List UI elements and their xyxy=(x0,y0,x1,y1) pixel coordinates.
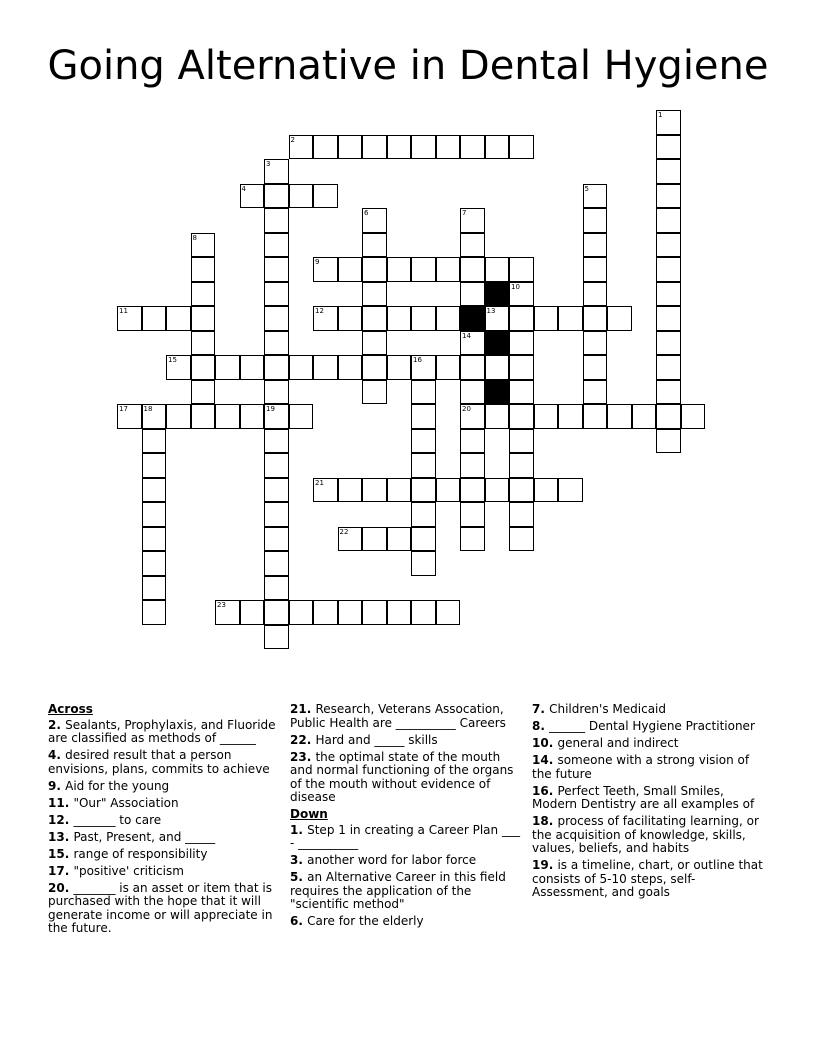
crossword-cell[interactable] xyxy=(460,404,485,429)
cell-number: 2 xyxy=(290,135,295,144)
cell-number: 20 xyxy=(462,405,471,413)
crossword-cell[interactable] xyxy=(411,429,436,454)
crossword-cell[interactable] xyxy=(313,257,338,282)
clue-text: desired result that a person envisions, plans, commits to achieve xyxy=(48,748,270,776)
cell-number: 14 xyxy=(462,331,471,340)
clue-text: "positive' criticism xyxy=(73,863,184,878)
crossword-cell[interactable] xyxy=(583,184,608,209)
down-clue: 5. an Alternative Career in this field requires the application of the "scientific method" xyxy=(290,870,506,911)
clue-text: Aid for the young xyxy=(65,778,170,793)
clues-column-3 xyxy=(532,703,768,903)
crossword-cell[interactable] xyxy=(191,380,216,405)
crossword-cell[interactable] xyxy=(509,429,534,454)
cell-number: 10 xyxy=(511,282,520,291)
clue-text: range of responsibility xyxy=(73,846,208,861)
across-clue: 2. Sealants, Prophylaxis, and Fluoride are classified as methods of ______ xyxy=(48,717,276,745)
crossword-cell[interactable] xyxy=(264,404,289,429)
crossword-cell[interactable] xyxy=(289,600,314,625)
down-clue: 6. Care for the elderly xyxy=(290,914,424,928)
crossword-cell[interactable] xyxy=(289,184,314,209)
crossword-cell[interactable] xyxy=(411,478,436,503)
cell-number: 19 xyxy=(266,405,275,413)
clue-number: 18 xyxy=(532,814,549,828)
cell-number: 4 xyxy=(241,184,246,193)
crossword-cell[interactable] xyxy=(460,478,485,503)
clue-number: 17 xyxy=(48,863,65,878)
clue-number: 3 xyxy=(290,853,299,867)
across-clue: 22. Hard and _____ skills xyxy=(290,732,438,747)
crossword-cell[interactable] xyxy=(509,355,534,380)
clue-text: Care for the elderly xyxy=(307,914,424,928)
clue-number: 19 xyxy=(532,858,549,872)
crossword-cell[interactable] xyxy=(338,257,363,282)
clue-number: 4 xyxy=(48,748,57,762)
cell-number: 12 xyxy=(315,307,324,315)
crossword-cell[interactable] xyxy=(411,502,436,527)
clue-text: _______ to care xyxy=(73,812,162,827)
crossword-cell[interactable] xyxy=(362,478,387,503)
clue-text: Children's Medicaid xyxy=(549,702,666,716)
clue-number: 16 xyxy=(532,783,549,798)
puzzle-title: Going Alternative in Dental Hygiene xyxy=(47,43,769,89)
crossword-cell[interactable] xyxy=(264,429,289,454)
crossword-cell[interactable] xyxy=(362,527,387,552)
crossword-cell[interactable] xyxy=(166,355,191,380)
clue-text: process of facilitating learning, or the acquisition of knowledge, skills, values, beliefs, and habits xyxy=(532,814,759,855)
clue-text: Past, Present, and _____ xyxy=(73,829,216,844)
crossword-cell[interactable] xyxy=(583,257,608,282)
crossword-cell[interactable] xyxy=(460,429,485,454)
crossword-cell[interactable] xyxy=(264,257,289,282)
down-clue: 3. another word for labor force xyxy=(290,853,477,867)
crossword-cell[interactable] xyxy=(656,135,681,160)
crossword-cell[interactable] xyxy=(191,233,216,258)
crossword-cell[interactable] xyxy=(387,478,412,503)
crossword-cell[interactable] xyxy=(338,600,363,625)
across-heading: Across xyxy=(48,702,93,716)
crossword-cell[interactable] xyxy=(411,600,436,625)
crossword-cell[interactable] xyxy=(191,306,216,331)
crossword-cell[interactable] xyxy=(338,306,363,331)
down-clue: 1. Step 1 in creating a Career Plan ___ - __________ xyxy=(290,822,520,850)
clue-number: 5 xyxy=(290,870,299,884)
crossword-cell[interactable] xyxy=(142,404,167,429)
crossword-cell[interactable] xyxy=(142,551,167,576)
cell-number: 22 xyxy=(339,527,349,536)
cell-number: 21 xyxy=(315,478,324,487)
crossword-cell[interactable] xyxy=(117,306,142,331)
crossword-cell[interactable] xyxy=(240,184,265,209)
across-clue: 13. Past, Present, and _____ xyxy=(48,829,216,844)
crossword-cell[interactable] xyxy=(411,257,436,282)
across-clue: 20. _______ is an asset or item that is purchased with the hope that it will generate income or will appreciate in the future. xyxy=(48,880,273,935)
crossword-cell[interactable] xyxy=(289,135,314,160)
crossword-cell[interactable] xyxy=(362,282,387,307)
crossword-cell[interactable] xyxy=(460,502,485,527)
crossword-cell[interactable] xyxy=(583,355,608,380)
crossword-cell[interactable] xyxy=(191,404,216,429)
crossword-cell[interactable] xyxy=(460,527,485,552)
crossword-cell[interactable] xyxy=(191,331,216,356)
crossword-cell[interactable] xyxy=(142,502,167,527)
crossword-cell[interactable] xyxy=(117,404,142,429)
clue-text: the optimal state of the mouth and normal functioning of the organs of the mouth without evidence of disease xyxy=(290,749,514,804)
crossword-block xyxy=(485,282,510,307)
crossword-cell[interactable] xyxy=(362,208,387,233)
across-clue: 11. "Our" Association xyxy=(48,795,179,810)
crossword-cell[interactable] xyxy=(411,306,436,331)
crossword-cell[interactable] xyxy=(191,257,216,282)
clue-text: "Our" Association xyxy=(73,795,179,810)
crossword-block xyxy=(460,306,485,331)
clue-number: 13 xyxy=(48,829,65,844)
crossword-cell[interactable] xyxy=(338,355,363,380)
clue-text: Research, Veterans Assocation, Public Health are __________ Careers xyxy=(290,702,506,730)
cell-number: 9 xyxy=(315,258,320,266)
across-clue: 12. _______ to care xyxy=(48,812,162,827)
clue-number: 8 xyxy=(532,719,541,733)
crossword-cell[interactable] xyxy=(411,380,436,405)
crossword-cell[interactable] xyxy=(485,355,510,380)
crossword-cell[interactable] xyxy=(583,380,608,405)
crossword-cell[interactable] xyxy=(313,306,338,331)
crossword-cell[interactable] xyxy=(289,355,314,380)
crossword-block xyxy=(485,331,510,356)
crossword-cell[interactable] xyxy=(142,306,167,331)
crossword-cell[interactable] xyxy=(362,135,387,160)
clue-text: another word for labor force xyxy=(307,853,477,867)
clue-number: 6 xyxy=(290,914,299,928)
clue-number: 21 xyxy=(290,702,307,716)
crossword-cell[interactable] xyxy=(264,380,289,405)
crossword-cell[interactable] xyxy=(264,453,289,478)
crossword-cell[interactable] xyxy=(411,135,436,160)
crossword-cell[interactable] xyxy=(264,208,289,233)
crossword-cell[interactable] xyxy=(411,355,436,380)
crossword-cell[interactable] xyxy=(460,355,485,380)
crossword-cell[interactable] xyxy=(387,527,412,552)
crossword-cell[interactable] xyxy=(264,551,289,576)
crossword-cell[interactable] xyxy=(142,478,167,503)
crossword-cell[interactable] xyxy=(460,331,485,356)
crossword-cell[interactable] xyxy=(583,233,608,258)
crossword-cell[interactable] xyxy=(411,404,436,429)
crossword-cell[interactable] xyxy=(583,331,608,356)
clue-text: someone with a strong vision of the future xyxy=(532,753,750,781)
crossword-cell[interactable] xyxy=(656,110,681,135)
clue-number: 7 xyxy=(532,702,541,716)
crossword-cell[interactable] xyxy=(362,233,387,258)
crossword-cell[interactable] xyxy=(166,404,191,429)
crossword-cell[interactable] xyxy=(656,208,681,233)
crossword-cell[interactable] xyxy=(656,355,681,380)
crossword-cell[interactable] xyxy=(436,257,461,282)
crossword-cell[interactable] xyxy=(656,331,681,356)
crossword-cell[interactable] xyxy=(411,551,436,576)
cell-number: 16 xyxy=(413,356,422,364)
crossword-cell[interactable] xyxy=(362,380,387,405)
crossword-cell[interactable] xyxy=(264,576,289,601)
crossword-cell[interactable] xyxy=(607,306,632,331)
crossword-cell[interactable] xyxy=(656,404,681,429)
clue-number: 9 xyxy=(48,778,57,793)
across-clue: 15. range of responsibility xyxy=(48,846,208,861)
across-clue: 9. Aid for the young xyxy=(48,778,170,793)
cell-number: 18 xyxy=(143,405,153,413)
crossword-cell[interactable] xyxy=(509,478,534,503)
clue-text: Perfect Teeth, Small Smiles, Modern Dentistry are all examples of xyxy=(532,783,755,811)
crossword-cell[interactable] xyxy=(485,478,510,503)
crossword-cell[interactable] xyxy=(313,135,338,160)
down-heading: Down xyxy=(290,807,328,821)
crossword-cell[interactable] xyxy=(142,453,167,478)
clue-text: Sealants, Prophylaxis, and Fluoride are classified as methods of ______ xyxy=(48,717,276,745)
crossword-cell[interactable] xyxy=(264,355,289,380)
clue-text: _______ is an asset or item that is purchased with the hope that it will generate income or will appreciate in the future. xyxy=(48,880,273,935)
clues-column-1 xyxy=(48,703,284,939)
crossword-cell[interactable] xyxy=(264,306,289,331)
crossword-cell[interactable] xyxy=(534,306,559,331)
cell-number: 8 xyxy=(192,233,197,242)
crossword-cell[interactable] xyxy=(558,404,583,429)
crossword-cell[interactable] xyxy=(460,453,485,478)
crossword-cell[interactable] xyxy=(460,257,485,282)
crossword-cell[interactable] xyxy=(362,257,387,282)
cell-number: 15 xyxy=(168,356,177,364)
clue-number: 10 xyxy=(532,736,549,750)
crossword-cell[interactable] xyxy=(264,478,289,503)
crossword-cell[interactable] xyxy=(264,184,289,209)
cell-number: 17 xyxy=(119,405,128,413)
crossword-cell[interactable] xyxy=(583,404,608,429)
crossword-cell[interactable] xyxy=(509,453,534,478)
clue-number: 12 xyxy=(48,812,65,827)
crossword-cell[interactable] xyxy=(485,404,510,429)
crossword-cell[interactable] xyxy=(264,502,289,527)
crossword-cell[interactable] xyxy=(338,135,363,160)
crossword-cell[interactable] xyxy=(583,306,608,331)
across-clue: 4. desired result that a person envisions, plans, commits to achieve xyxy=(48,748,270,776)
crossword-cell[interactable] xyxy=(509,380,534,405)
crossword-cell[interactable] xyxy=(436,478,461,503)
clue-number: 15 xyxy=(48,846,65,861)
crossword-cell[interactable] xyxy=(656,306,681,331)
crossword-cell[interactable] xyxy=(681,404,706,429)
crossword-cell[interactable] xyxy=(460,233,485,258)
crossword-cell[interactable] xyxy=(656,429,681,454)
down-clue: 7. Children's Medicaid xyxy=(532,702,666,716)
crossword-cell[interactable] xyxy=(534,404,559,429)
crossword-cell[interactable] xyxy=(362,600,387,625)
crossword-cell[interactable] xyxy=(509,527,534,552)
crossword-cell[interactable] xyxy=(509,306,534,331)
crossword-cell[interactable] xyxy=(656,282,681,307)
down-clue: 10. general and indirect xyxy=(532,736,679,750)
crossword-cell[interactable] xyxy=(656,233,681,258)
cell-number: 13 xyxy=(486,307,496,315)
crossword-cell[interactable] xyxy=(607,404,632,429)
crossword-cell[interactable] xyxy=(362,306,387,331)
down-clue: 8. ______ Dental Hygiene Practitioner xyxy=(532,719,755,733)
crossword-cell[interactable] xyxy=(509,135,534,160)
crossword-cell[interactable] xyxy=(558,478,583,503)
crossword-cell[interactable] xyxy=(215,600,240,625)
crossword-cell[interactable] xyxy=(191,282,216,307)
crossword-cell[interactable] xyxy=(142,576,167,601)
cell-number: 5 xyxy=(584,184,589,193)
crossword-cell[interactable] xyxy=(215,404,240,429)
crossword-cell[interactable] xyxy=(387,600,412,625)
crossword-cell[interactable] xyxy=(264,233,289,258)
crossword-cell[interactable] xyxy=(387,135,412,160)
clues-column-2 xyxy=(290,703,526,932)
crossword-cell[interactable] xyxy=(362,331,387,356)
clue-number: 22 xyxy=(290,732,307,747)
crossword-cell[interactable] xyxy=(166,306,191,331)
clue-text: ______ Dental Hygiene Practitioner xyxy=(549,719,755,733)
cell-number: 23 xyxy=(217,601,226,609)
crossword-cell[interactable] xyxy=(485,257,510,282)
crossword-cell[interactable] xyxy=(191,355,216,380)
clue-text: Hard and _____ skills xyxy=(315,732,438,747)
crossword-cell[interactable] xyxy=(485,306,510,331)
clue-text: an Alternative Career in this field requires the application of the "scientific method" xyxy=(290,870,506,911)
crossword-cell[interactable] xyxy=(509,404,534,429)
cell-number: 1 xyxy=(658,111,663,119)
clue-number: 23 xyxy=(290,749,307,764)
down-clue: 14. someone with a strong vision of the future xyxy=(532,753,750,781)
crossword-cell[interactable] xyxy=(387,355,412,380)
crossword-cell[interactable] xyxy=(362,355,387,380)
crossword-cell[interactable] xyxy=(264,282,289,307)
crossword-cell[interactable] xyxy=(632,404,657,429)
crossword-cell[interactable] xyxy=(240,355,265,380)
crossword-cell[interactable] xyxy=(313,355,338,380)
crossword-cell[interactable] xyxy=(436,306,461,331)
clue-text: general and indirect xyxy=(557,736,679,750)
crossword-cell[interactable] xyxy=(656,257,681,282)
crossword-cell[interactable] xyxy=(313,184,338,209)
clue-number: 20 xyxy=(48,880,65,895)
clue-number: 2 xyxy=(48,717,57,732)
crossword-cell[interactable] xyxy=(313,600,338,625)
crossword-cell[interactable] xyxy=(509,331,534,356)
cell-number: 6 xyxy=(364,209,369,217)
down-clue: 18. process of facilitating learning, or the acquisition of knowledge, skills, values, beliefs, and habits xyxy=(532,814,759,855)
clue-number: 11 xyxy=(48,795,65,810)
across-clue: 23. the optimal state of the mouth and normal functioning of the organs of the mouth without evidence of disease xyxy=(290,749,514,804)
down-clue: 16. Perfect Teeth, Small Smiles, Modern Dentistry are all examples of xyxy=(532,783,755,811)
crossword-cell[interactable] xyxy=(656,380,681,405)
crossword-cell[interactable] xyxy=(240,404,265,429)
crossword-cell[interactable] xyxy=(142,429,167,454)
clue-number: 14 xyxy=(532,753,549,767)
crossword-cell[interactable] xyxy=(142,600,167,625)
cell-number: 11 xyxy=(119,307,128,315)
crossword-cell[interactable] xyxy=(558,306,583,331)
cell-number: 3 xyxy=(266,160,271,168)
crossword-cell[interactable] xyxy=(387,306,412,331)
across-clue: 21. Research, Veterans Assocation, Public Health are __________ Careers xyxy=(290,702,506,730)
crossword-cell[interactable] xyxy=(485,135,510,160)
crossword-cell[interactable] xyxy=(656,159,681,184)
crossword-cell[interactable] xyxy=(460,135,485,160)
crossword-cell[interactable] xyxy=(436,600,461,625)
crossword-cell[interactable] xyxy=(583,282,608,307)
crossword-cell[interactable] xyxy=(411,527,436,552)
crossword-cell[interactable] xyxy=(264,527,289,552)
crossword-cell[interactable] xyxy=(509,502,534,527)
crossword-cell[interactable] xyxy=(240,600,265,625)
crossword-cell[interactable] xyxy=(264,600,289,625)
crossword-cell[interactable] xyxy=(460,208,485,233)
clue-text: is a timeline, chart, or outline that consists of 5-10 steps, self-Assessment, and goals xyxy=(532,858,763,899)
crossword-cell[interactable] xyxy=(264,331,289,356)
crossword-cell[interactable] xyxy=(264,625,289,650)
crossword-block xyxy=(485,380,510,405)
crossword-cell[interactable] xyxy=(436,355,461,380)
crossword-cell[interactable] xyxy=(264,159,289,184)
crossword-cell[interactable] xyxy=(583,208,608,233)
clue-text: Step 1 in creating a Career Plan ___ - __________ xyxy=(290,822,520,850)
crossword-cell[interactable] xyxy=(656,184,681,209)
crossword-cell[interactable] xyxy=(534,478,559,503)
cell-number: 7 xyxy=(462,209,467,217)
crossword-cell[interactable] xyxy=(436,135,461,160)
crossword-cell[interactable] xyxy=(289,404,314,429)
across-clue: 17. "positive' criticism xyxy=(48,863,184,878)
clue-number: 1 xyxy=(290,822,299,837)
crossword-cell[interactable] xyxy=(142,527,167,552)
down-clue: 19. is a timeline, chart, or outline that consists of 5-10 steps, self-Assessment, and goals xyxy=(532,858,763,899)
crossword-cell[interactable] xyxy=(215,355,240,380)
crossword-cell[interactable] xyxy=(338,527,363,552)
crossword-cell[interactable] xyxy=(313,478,338,503)
crossword-cell[interactable] xyxy=(460,282,485,307)
crossword-cell[interactable] xyxy=(460,380,485,405)
crossword-cell[interactable] xyxy=(411,453,436,478)
crossword-cell[interactable] xyxy=(387,257,412,282)
crossword-cell[interactable] xyxy=(338,478,363,503)
crossword-cell[interactable] xyxy=(509,282,534,307)
crossword-cell[interactable] xyxy=(509,257,534,282)
